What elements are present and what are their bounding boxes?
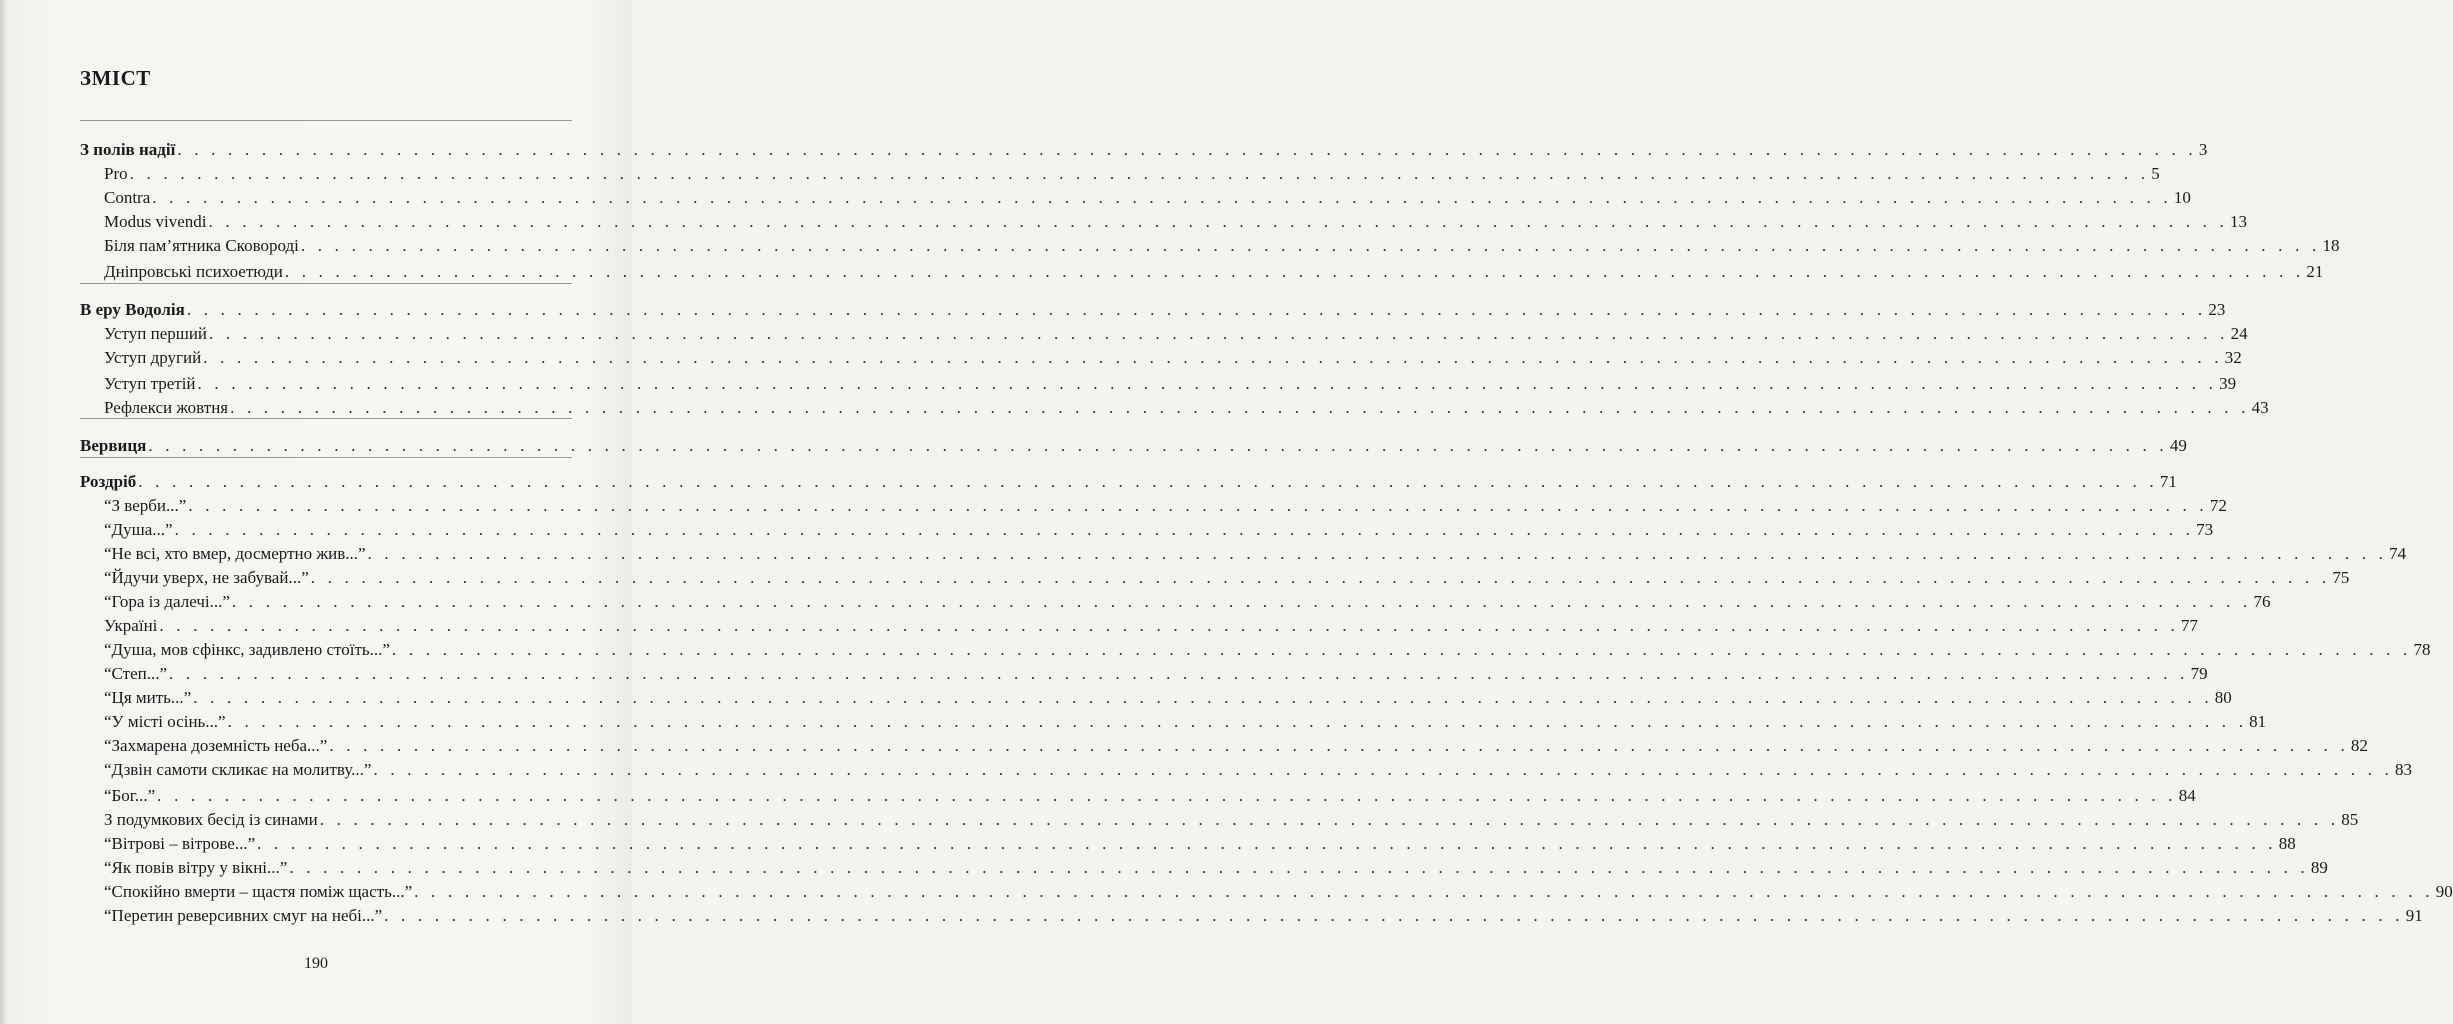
dot-leader: . . . . . . . . . . . . . . . . . . . . . . . . . . . . . . . . . . . . . . . . . . . . . . . . . . . . . . . . . . . . . . . . . . . . . . . . . . . . . . . . . . . . . . . . . . . . . . . . . . . . . . . . . . . . . . . . . . . . . . . . bbox=[319, 810, 2340, 829]
toc-entry-title: Вервиця bbox=[80, 436, 147, 455]
dot-leader: . . . . . . . . . . . . . . . . . . . . . . . . . . . . . . . . . . . . . . . . . . . . . . . . . . . . . . . . . . . . . . . . . . . . . . . . . . . . . . . . . . . . . . . . . . . . . . . . . . . . . . . . . . . . . . . . . . . . . . . . bbox=[148, 436, 2168, 455]
toc-entry-page: 85 bbox=[2341, 810, 2359, 829]
toc-item bbox=[104, 804, 2359, 830]
section-divider bbox=[80, 120, 572, 121]
toc-entry-page: 77 bbox=[2180, 616, 2198, 635]
toc-entry-title: “У місті осінь...” bbox=[104, 712, 226, 731]
dot-leader: . . . . . . . . . . . . . . . . . . . . . . . . . . . . . . . . . . . . . . . . . . . . . . . . . . . . . . . . . . . . . . . . . . . . . . . . . . . . . . . . . . . . . . . . . . . . . . . . . . . . . . . . . . . . . . . . . . . . . . . . bbox=[152, 188, 2172, 207]
toc-entry-page: 90 bbox=[2435, 882, 2453, 901]
toc-item bbox=[104, 658, 2208, 684]
toc-entry-page: 75 bbox=[2332, 568, 2350, 587]
toc-item bbox=[104, 342, 2242, 368]
toc-entry-title: З подумкових бесід із синами bbox=[104, 810, 318, 829]
toc-entry-title: Дніпровські психоетюди bbox=[104, 262, 283, 281]
toc-entry-title: Уступ третій bbox=[104, 374, 196, 393]
dot-leader: . . . . . . . . . . . . . . . . . . . . . . . . . . . . . . . . . . . . . . . . . . . . . . . . . . . . . . . . . . . . . . . . . . . . . . . . . . . . . . . . . . . . . . . . . . . . . . . . . . . . . . . . . . . . . . . . . . . . . . . . bbox=[193, 688, 2213, 707]
section-divider bbox=[80, 457, 572, 458]
page-spine-shadow bbox=[0, 0, 8, 1024]
dot-leader: . . . . . . . . . . . . . . . . . . . . . . . . . . . . . . . . . . . . . . . . . . . . . . . . . . . . . . . . . . . . . . . . . . . . . . . . . . . . . . . . . . . . . . . . . . . . . . . . . . . . . . . . . . . . . . . . . . . . . . . . bbox=[373, 760, 2394, 779]
toc-item bbox=[104, 634, 2431, 660]
dot-leader: . . . . . . . . . . . . . . . . . . . . . . . . . . . . . . . . . . . . . . . . . . . . . . . . . . . . . . . . . . . . . . . . . . . . . . . . . . . . . . . . . . . . . . . . . . . . . . . . . . . . . . . . . . . . . . . . . . . . . . . . bbox=[209, 324, 2229, 343]
toc-entry-page: 91 bbox=[2405, 906, 2423, 925]
toc-entry-page: 81 bbox=[2249, 712, 2267, 731]
toc-entry-page: 82 bbox=[2350, 736, 2368, 755]
toc-entry-title: В еру Водолія bbox=[80, 300, 185, 319]
toc-entry-title: Уступ другий bbox=[104, 348, 202, 367]
dot-leader: . . . . . . . . . . . . . . . . . . . . . . . . . . . . . . . . . . . . . . . . . . . . . . . . . . . . . . . . . . . . . . . . . . . . . . . . . . . . . . . . . . . . . . . . . . . . . . . . . . . . . . . . . . . . . . . . . . . . . . . . bbox=[414, 882, 2434, 901]
toc-section bbox=[80, 430, 2187, 456]
toc-item bbox=[104, 538, 2407, 564]
toc-entry-title: “Не всі, хто вмер, досмертно жив...” bbox=[104, 544, 366, 563]
toc-item bbox=[104, 754, 2413, 780]
dot-leader: . . . . . . . . . . . . . . . . . . . . . . . . . . . . . . . . . . . . . . . . . . . . . . . . . . . . . . . . . . . . . . . . . . . . . . . . . . . . . . . . . . . . . . . . . . . . . . . . . . . . . . . . . . . . . . . . . . . . . . . . bbox=[138, 472, 2158, 491]
toc-entry-page: 84 bbox=[2178, 786, 2196, 805]
dot-leader: . . . . . . . . . . . . . . . . . . . . . . . . . . . . . . . . . . . . . . . . . . . . . . . . . . . . . . . . . . . . . . . . . . . . . . . . . . . . . . . . . . . . . . . . . . . . . . . . . . . . . . . . . . . . . . . . . . . . . . . . bbox=[289, 858, 2309, 877]
toc-entry-page: 18 bbox=[2322, 236, 2340, 255]
toc-item bbox=[104, 514, 2214, 540]
toc-item bbox=[104, 730, 2368, 756]
toc-item bbox=[104, 158, 2160, 184]
dot-leader: . . . . . . . . . . . . . . . . . . . . . . . . . . . . . . . . . . . . . . . . . . . . . . . . . . . . . . . . . . . . . . . . . . . . . . . . . . . . . . . . . . . . . . . . . . . . . . . . . . . . . . . . . . . . . . . . . . . . . . . . bbox=[186, 300, 2207, 319]
toc-item bbox=[104, 318, 2248, 344]
toc-section bbox=[80, 134, 2208, 160]
toc-entry-page: 23 bbox=[2208, 300, 2226, 319]
dot-leader: . . . . . . . . . . . . . . . . . . . . . . . . . . . . . . . . . . . . . . . . . . . . . . . . . . . . . . . . . . . . . . . . . . . . . . . . . . . . . . . . . . . . . . . . . . . . . . . . . . . . . . . . . . . . . . . . . . . . . . . . bbox=[384, 906, 2404, 925]
toc-entry-title: “Як повів вітру у вікні...” bbox=[104, 858, 288, 877]
toc-entry-title: “Ця мить...” bbox=[104, 688, 192, 707]
toc-item bbox=[104, 706, 2267, 732]
section-divider bbox=[80, 418, 572, 419]
dot-leader: . . . . . . . . . . . . . . . . . . . . . . . . . . . . . . . . . . . . . . . . . . . . . . . . . . . . . . . . . . . . . . . . . . . . . . . . . . . . . . . . . . . . . . . . . . . . . . . . . . . . . . . . . . . . . . . . . . . . . . . . bbox=[284, 262, 2305, 281]
toc-entry-page: 32 bbox=[2224, 348, 2242, 367]
toc-item bbox=[104, 230, 2340, 256]
toc-entry-page: 21 bbox=[2306, 262, 2324, 281]
toc-entry-page: 80 bbox=[2214, 688, 2232, 707]
toc-item bbox=[104, 900, 2423, 926]
toc-entry-page: 10 bbox=[2173, 188, 2191, 207]
toc-entry-page: 71 bbox=[2159, 472, 2177, 491]
dot-leader: . . . . . . . . . . . . . . . . . . . . . . . . . . . . . . . . . . . . . . . . . . . . . . . . . . . . . . . . . . . . . . . . . . . . . . . . . . . . . . . . . . . . . . . . . . . . . . . . . . . . . . . . . . . . . . . . . . . . . . . . bbox=[157, 786, 2177, 805]
toc-entry-page: 5 bbox=[2151, 164, 2160, 183]
dot-leader: . . . . . . . . . . . . . . . . . . . . . . . . . . . . . . . . . . . . . . . . . . . . . . . . . . . . . . . . . . . . . . . . . . . . . . . . . . . . . . . . . . . . . . . . . . . . . . . . . . . . . . . . . . . . . . . . . . . . . . . . bbox=[257, 834, 2277, 853]
toc-item bbox=[104, 256, 2324, 282]
dot-leader: . . . . . . . . . . . . . . . . . . . . . . . . . . . . . . . . . . . . . . . . . . . . . . . . . . . . . . . . . . . . . . . . . . . . . . . . . . . . . . . . . . . . . . . . . . . . . . . . . . . . . . . . . . . . . . . . . . . . . . . . bbox=[159, 616, 2179, 635]
toc-entry-page: 74 bbox=[2389, 544, 2407, 563]
toc-section bbox=[80, 294, 2226, 320]
toc-entry-title: Біля пам’ятника Сковороді bbox=[104, 236, 299, 255]
toc-entry-title: “Душа...” bbox=[104, 520, 173, 539]
toc-entry-page: 49 bbox=[2169, 436, 2187, 455]
toc-entry-title: “Гора із далечі...” bbox=[104, 592, 230, 611]
dot-leader: . . . . . . . . . . . . . . . . . . . . . . . . . . . . . . . . . . . . . . . . . . . . . . . . . . . . . . . . . . . . . . . . . . . . . . . . . . . . . . . . . . . . . . . . . . . . . . . . . . . . . . . . . . . . . . . . . . . . . . . . bbox=[300, 236, 2321, 255]
dot-leader: . . . . . . . . . . . . . . . . . . . . . . . . . . . . . . . . . . . . . . . . . . . . . . . . . . . . . . . . . . . . . . . . . . . . . . . . . . . . . . . . . . . . . . . . . . . . . . . . . . . . . . . . . . . . . . . . . . . . . . . . bbox=[208, 212, 2229, 231]
toc-entry-title: “Степ...” bbox=[104, 664, 168, 683]
toc-item bbox=[104, 876, 2453, 902]
dot-leader: . . . . . . . . . . . . . . . . . . . . . . . . . . . . . . . . . . . . . . . . . . . . . . . . . . . . . . . . . . . . . . . . . . . . . . . . . . . . . . . . . . . . . . . . . . . . . . . . . . . . . . . . . . . . . . . . . . . . . . . . bbox=[391, 640, 2412, 659]
toc-item bbox=[104, 828, 2296, 854]
toc-item bbox=[104, 780, 2196, 806]
dot-leader: . . . . . . . . . . . . . . . . . . . . . . . . . . . . . . . . . . . . . . . . . . . . . . . . . . . . . . . . . . . . . . . . . . . . . . . . . . . . . . . . . . . . . . . . . . . . . . . . . . . . . . . . . . . . . . . . . . . . . . . . bbox=[367, 544, 2388, 563]
toc-entry-page: 89 bbox=[2310, 858, 2328, 877]
toc-entry-title: “З верби...” bbox=[104, 496, 187, 515]
dot-leader: . . . . . . . . . . . . . . . . . . . . . . . . . . . . . . . . . . . . . . . . . . . . . . . . . . . . . . . . . . . . . . . . . . . . . . . . . . . . . . . . . . . . . . . . . . . . . . . . . . . . . . . . . . . . . . . . . . . . . . . . bbox=[174, 520, 2195, 539]
dot-leader: . . . . . . . . . . . . . . . . . . . . . . . . . . . . . . . . . . . . . . . . . . . . . . . . . . . . . . . . . . . . . . . . . . . . . . . . . . . . . . . . . . . . . . . . . . . . . . . . . . . . . . . . . . . . . . . . . . . . . . . . bbox=[230, 398, 2250, 417]
toc-entry-page: 72 bbox=[2209, 496, 2227, 515]
toc-item bbox=[104, 392, 2269, 418]
toc-entry-page: 24 bbox=[2230, 324, 2248, 343]
toc-entry-title: Contra bbox=[104, 188, 151, 207]
toc-entry-title: “Душа, мов сфінкс, задивлено стоїть...” bbox=[104, 640, 390, 659]
toc-section bbox=[80, 466, 2177, 492]
toc-item bbox=[104, 562, 2350, 588]
toc-entry-page: 79 bbox=[2190, 664, 2208, 683]
toc-entry-title: “Перетин реверсивних смуг на небі...” bbox=[104, 906, 383, 925]
toc-item bbox=[104, 182, 2191, 208]
toc-entry-page: 83 bbox=[2395, 760, 2413, 779]
toc-entry-title: З полів надії bbox=[80, 140, 176, 159]
toc-entry-title: Pro bbox=[104, 164, 128, 183]
toc-entry-title: “Бог...” bbox=[104, 786, 156, 805]
toc-item bbox=[104, 682, 2232, 708]
toc-item bbox=[104, 490, 2227, 516]
toc-entry-title: “Дзвін самоти скликає на молитву...” bbox=[104, 760, 372, 779]
toc-entry-page: 78 bbox=[2413, 640, 2431, 659]
dot-leader: . . . . . . . . . . . . . . . . . . . . . . . . . . . . . . . . . . . . . . . . . . . . . . . . . . . . . . . . . . . . . . . . . . . . . . . . . . . . . . . . . . . . . . . . . . . . . . . . . . . . . . . . . . . . . . . . . . . . . . . . bbox=[227, 712, 2248, 731]
toc-entry-page: 73 bbox=[2196, 520, 2214, 539]
toc-item bbox=[104, 852, 2328, 878]
toc-item bbox=[104, 206, 2248, 232]
dot-leader: . . . . . . . . . . . . . . . . . . . . . . . . . . . . . . . . . . . . . . . . . . . . . . . . . . . . . . . . . . . . . . . . . . . . . . . . . . . . . . . . . . . . . . . . . . . . . . . . . . . . . . . . . . . . . . . . . . . . . . . . bbox=[197, 374, 2218, 393]
toc-entry-title: Уступ перший bbox=[104, 324, 208, 343]
toc-entry-page: 76 bbox=[2253, 592, 2271, 611]
toc-entry-title: Україні bbox=[104, 616, 158, 635]
toc-entry-page: 13 bbox=[2230, 212, 2248, 231]
dot-leader: . . . . . . . . . . . . . . . . . . . . . . . . . . . . . . . . . . . . . . . . . . . . . . . . . . . . . . . . . . . . . . . . . . . . . . . . . . . . . . . . . . . . . . . . . . . . . . . . . . . . . . . . . . . . . . . . . . . . . . . . bbox=[310, 568, 2331, 587]
dot-leader: . . . . . . . . . . . . . . . . . . . . . . . . . . . . . . . . . . . . . . . . . . . . . . . . . . . . . . . . . . . . . . . . . . . . . . . . . . . . . . . . . . . . . . . . . . . . . . . . . . . . . . . . . . . . . . . . . . . . . . . . bbox=[203, 348, 2223, 367]
dot-leader: . . . . . . . . . . . . . . . . . . . . . . . . . . . . . . . . . . . . . . . . . . . . . . . . . . . . . . . . . . . . . . . . . . . . . . . . . . . . . . . . . . . . . . . . . . . . . . . . . . . . . . . . . . . . . . . . . . . . . . . . bbox=[177, 140, 2197, 159]
toc-item bbox=[104, 610, 2198, 636]
toc-entry-title: Рефлекси жовтня bbox=[104, 398, 229, 417]
toc-entry-title: Роздріб bbox=[80, 472, 137, 491]
page-number: 190 bbox=[304, 955, 328, 972]
toc-entry-title: Modus vivendi bbox=[104, 212, 207, 231]
toc-entry-page: 3 bbox=[2198, 140, 2208, 159]
dot-leader: . . . . . . . . . . . . . . . . . . . . . . . . . . . . . . . . . . . . . . . . . . . . . . . . . . . . . . . . . . . . . . . . . . . . . . . . . . . . . . . . . . . . . . . . . . . . . . . . . . . . . . . . . . . . . . . . . . . . . . . . bbox=[129, 164, 2150, 183]
toc-entry-page: 39 bbox=[2219, 374, 2237, 393]
section-divider bbox=[80, 283, 572, 284]
dot-leader: . . . . . . . . . . . . . . . . . . . . . . . . . . . . . . . . . . . . . . . . . . . . . . . . . . . . . . . . . . . . . . . . . . . . . . . . . . . . . . . . . . . . . . . . . . . . . . . . . . . . . . . . . . . . . . . . . . . . . . . . bbox=[231, 592, 2252, 611]
toc-entry-title: “Захмарена доземність неба...” bbox=[104, 736, 328, 755]
dot-leader: . . . . . . . . . . . . . . . . . . . . . . . . . . . . . . . . . . . . . . . . . . . . . . . . . . . . . . . . . . . . . . . . . . . . . . . . . . . . . . . . . . . . . . . . . . . . . . . . . . . . . . . . . . . . . . . . . . . . . . . . bbox=[188, 496, 2208, 515]
toc-entry-page: 88 bbox=[2278, 834, 2296, 853]
toc-item bbox=[104, 368, 2237, 394]
toc-entry-page: 43 bbox=[2251, 398, 2269, 417]
dot-leader: . . . . . . . . . . . . . . . . . . . . . . . . . . . . . . . . . . . . . . . . . . . . . . . . . . . . . . . . . . . . . . . . . . . . . . . . . . . . . . . . . . . . . . . . . . . . . . . . . . . . . . . . . . . . . . . . . . . . . . . . bbox=[169, 664, 2189, 683]
toc-entry-title: “Спокійно вмерти – щастя поміж щасть...” bbox=[104, 882, 413, 901]
toc-item bbox=[104, 586, 2271, 612]
page-title: ЗМІСТ bbox=[80, 66, 151, 90]
toc-entry-title: “Вітрові – вітрове...” bbox=[104, 834, 256, 853]
dot-leader: . . . . . . . . . . . . . . . . . . . . . . . . . . . . . . . . . . . . . . . . . . . . . . . . . . . . . . . . . . . . . . . . . . . . . . . . . . . . . . . . . . . . . . . . . . . . . . . . . . . . . . . . . . . . . . . . . . . . . . . . bbox=[329, 736, 2349, 755]
toc-entry-title: “Йдучи уверх, не забувай...” bbox=[104, 568, 309, 587]
